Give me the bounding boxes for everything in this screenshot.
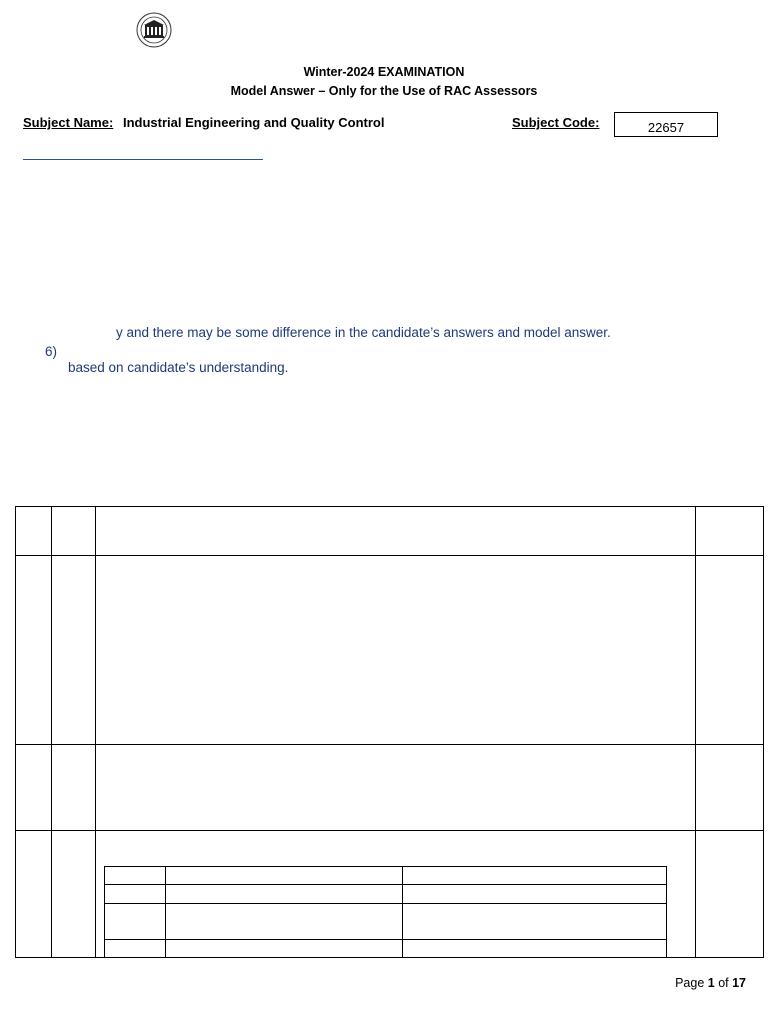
instruction-number: 6) xyxy=(45,344,58,359)
page-prefix: Page xyxy=(675,976,708,990)
page-current: 1 xyxy=(707,976,715,990)
instruction-line: y and there may be some difference in the candidate’s answers and model answer. xyxy=(116,325,611,340)
model-answer-title: Model Answer – Only for the Use of RAC Assessors xyxy=(230,84,538,98)
instruction-line: based on candidate’s understanding. xyxy=(68,360,289,375)
page-sep: of xyxy=(714,976,733,990)
page-total: 17 xyxy=(732,976,746,990)
subject-code-box: 22657 xyxy=(614,112,718,137)
subject-name-label: Subject Name: xyxy=(23,115,114,130)
exam-title: Winter-2024 EXAMINATION xyxy=(303,65,465,79)
subject-name-value: Industrial Engineering and Quality Control xyxy=(123,115,385,130)
page-number xyxy=(675,976,746,990)
subject-code-label: Subject Code: xyxy=(512,115,600,130)
